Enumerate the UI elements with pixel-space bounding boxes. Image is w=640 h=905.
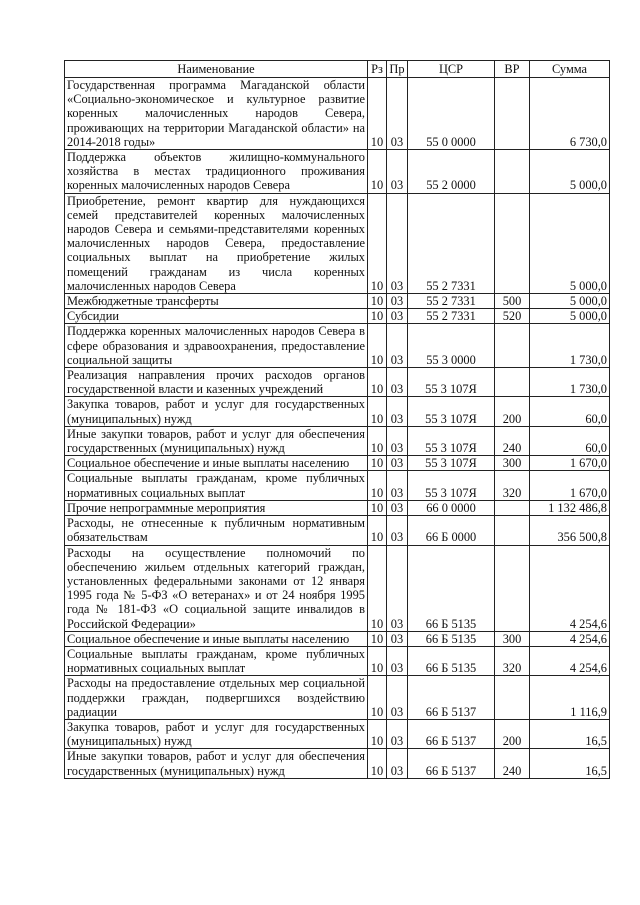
cell-pr: 03 (387, 397, 408, 426)
cell-sum: 1 116,9 (530, 676, 610, 720)
cell-sum: 356 500,8 (530, 516, 610, 545)
cell-name: Расходы на осуществление полномочий по обеспечению жильем отдельных категорий граждан, установленных федеральными законами от 12 января 1995 года № 5-ФЗ «О ветеранах» и от 24 ноября 1995 года № 181-ФЗ «О социальной защите инвалидов в Российской Федерации» (65, 545, 368, 631)
cell-pr: 03 (387, 719, 408, 748)
header-pr: Пр (387, 61, 408, 78)
cell-rz: 10 (368, 456, 387, 471)
header-row (65, 61, 610, 78)
cell-pr: 03 (387, 368, 408, 397)
cell-pr: 03 (387, 456, 408, 471)
cell-sum: 4 254,6 (530, 545, 610, 631)
cell-vr (495, 368, 530, 397)
cell-vr (495, 500, 530, 515)
cell-sum: 4 254,6 (530, 631, 610, 646)
header-rz: Рз (368, 61, 387, 78)
cell-name: Субсидии (65, 309, 368, 324)
cell-vr: 200 (495, 397, 530, 426)
cell-name: Социальные выплаты гражданам, кроме публичных нормативных социальных выплат (65, 471, 368, 500)
cell-vr (495, 545, 530, 631)
table-row (65, 749, 610, 778)
cell-rz: 10 (368, 631, 387, 646)
cell-vr (495, 516, 530, 545)
cell-sum: 1 670,0 (530, 471, 610, 500)
table-row (65, 545, 610, 631)
cell-pr: 03 (387, 150, 408, 194)
cell-rz: 10 (368, 309, 387, 324)
cell-rz: 10 (368, 749, 387, 778)
table-row (65, 516, 610, 545)
cell-rz: 10 (368, 294, 387, 309)
cell-vr (495, 676, 530, 720)
cell-csr: 55 2 0000 (408, 150, 495, 194)
cell-csr: 55 3 107Я (408, 397, 495, 426)
cell-name: Прочие непрограммные мероприятия (65, 500, 368, 515)
cell-rz: 10 (368, 78, 387, 150)
cell-sum: 60,0 (530, 426, 610, 455)
cell-rz: 10 (368, 471, 387, 500)
table-row (65, 719, 610, 748)
table-row (65, 193, 610, 293)
cell-name: Иные закупки товаров, работ и услуг для обеспечения государственных (муниципальных) нужд (65, 426, 368, 455)
cell-name: Иные закупки товаров, работ и услуг для обеспечения государственных (муниципальных) нужд (65, 749, 368, 778)
cell-rz: 10 (368, 500, 387, 515)
cell-pr: 03 (387, 516, 408, 545)
cell-pr: 03 (387, 78, 408, 150)
cell-pr: 03 (387, 500, 408, 515)
table-row (65, 150, 610, 194)
table-row (65, 397, 610, 426)
cell-pr: 03 (387, 426, 408, 455)
table-header (65, 61, 610, 78)
table-row (65, 309, 610, 324)
cell-sum: 60,0 (530, 397, 610, 426)
cell-pr: 03 (387, 193, 408, 293)
cell-rz: 10 (368, 397, 387, 426)
cell-name: Социальное обеспечение и иные выплаты населению (65, 456, 368, 471)
cell-name: Расходы, не отнесенные к публичным нормативным обязательствам (65, 516, 368, 545)
cell-vr (495, 78, 530, 150)
cell-vr: 300 (495, 631, 530, 646)
cell-vr: 520 (495, 309, 530, 324)
cell-sum: 6 730,0 (530, 78, 610, 150)
cell-name: Государственная программа Магаданской области «Социально-экономическое и культурное развитие коренных малочисленных народов Севера, проживающих на территории Магаданской области» на 2014-2018 годы» (65, 78, 368, 150)
cell-name: Расходы на предоставление отдельных мер социальной поддержки граждан, подвергшихся воздействию радиации (65, 676, 368, 720)
cell-sum: 1 670,0 (530, 456, 610, 471)
cell-pr: 03 (387, 324, 408, 368)
cell-vr: 240 (495, 426, 530, 455)
cell-vr: 240 (495, 749, 530, 778)
cell-csr: 66 Б 5137 (408, 749, 495, 778)
cell-pr: 03 (387, 631, 408, 646)
cell-pr: 03 (387, 471, 408, 500)
cell-sum: 5 000,0 (530, 150, 610, 194)
table-row (65, 646, 610, 675)
cell-sum: 1 730,0 (530, 368, 610, 397)
cell-sum: 1 730,0 (530, 324, 610, 368)
cell-pr: 03 (387, 309, 408, 324)
header-name: Наименование (65, 61, 368, 78)
cell-rz: 10 (368, 646, 387, 675)
cell-rz: 10 (368, 676, 387, 720)
document-page (64, 60, 609, 779)
cell-vr (495, 324, 530, 368)
cell-name: Закупка товаров, работ и услуг для государственных (муниципальных) нужд (65, 719, 368, 748)
table-row (65, 471, 610, 500)
cell-pr: 03 (387, 749, 408, 778)
cell-csr: 66 Б 0000 (408, 516, 495, 545)
cell-rz: 10 (368, 368, 387, 397)
cell-csr: 66 Б 5135 (408, 631, 495, 646)
cell-rz: 10 (368, 545, 387, 631)
table-row (65, 500, 610, 515)
cell-csr: 55 3 107Я (408, 456, 495, 471)
table-row (65, 631, 610, 646)
cell-csr: 55 3 107Я (408, 471, 495, 500)
cell-csr: 66 Б 5137 (408, 719, 495, 748)
cell-csr: 55 3 107Я (408, 368, 495, 397)
cell-name: Реализация направления прочих расходов органов государственной власти и казенных учреждений (65, 368, 368, 397)
cell-pr: 03 (387, 646, 408, 675)
cell-sum: 5 000,0 (530, 309, 610, 324)
header-sum: Сумма (530, 61, 610, 78)
cell-rz: 10 (368, 193, 387, 293)
cell-vr (495, 150, 530, 194)
cell-name: Социальное обеспечение и иные выплаты населению (65, 631, 368, 646)
cell-csr: 66 Б 5137 (408, 676, 495, 720)
cell-name: Социальные выплаты гражданам, кроме публичных нормативных социальных выплат (65, 646, 368, 675)
cell-pr: 03 (387, 545, 408, 631)
cell-csr: 55 3 107Я (408, 426, 495, 455)
table-row (65, 78, 610, 150)
table-body (65, 78, 610, 779)
cell-vr: 320 (495, 471, 530, 500)
cell-pr: 03 (387, 294, 408, 309)
cell-vr: 300 (495, 456, 530, 471)
table-row (65, 324, 610, 368)
cell-name: Приобретение, ремонт квартир для нуждающихся семей представителей коренных малочисленных народов Севера и семьями-представителями коренных малочисленных народов Севера, предоставление социальных выплат на приобретение жилых помещений гражданам из числа коренных малочисленных народов Севера (65, 193, 368, 293)
cell-csr: 66 0 0000 (408, 500, 495, 515)
cell-sum: 1 132 486,8 (530, 500, 610, 515)
cell-name: Закупка товаров, работ и услуг для государственных (муниципальных) нужд (65, 397, 368, 426)
budget-table (64, 60, 610, 779)
cell-vr: 200 (495, 719, 530, 748)
cell-name: Поддержка коренных малочисленных народов Севера в сфере образования и здравоохранения, предоставление социальной защиты (65, 324, 368, 368)
cell-vr (495, 193, 530, 293)
cell-csr: 66 Б 5135 (408, 545, 495, 631)
table-row (65, 294, 610, 309)
cell-vr: 500 (495, 294, 530, 309)
header-vr: ВР (495, 61, 530, 78)
cell-sum: 16,5 (530, 719, 610, 748)
cell-csr: 55 2 7331 (408, 193, 495, 293)
cell-name: Межбюджетные трансферты (65, 294, 368, 309)
cell-csr: 55 2 7331 (408, 294, 495, 309)
table-row (65, 368, 610, 397)
cell-rz: 10 (368, 516, 387, 545)
table-row (65, 676, 610, 720)
cell-sum: 16,5 (530, 749, 610, 778)
cell-csr: 55 2 7331 (408, 309, 495, 324)
table-row (65, 456, 610, 471)
cell-rz: 10 (368, 324, 387, 368)
cell-csr: 55 3 0000 (408, 324, 495, 368)
header-csr: ЦСР (408, 61, 495, 78)
cell-csr: 66 Б 5135 (408, 646, 495, 675)
cell-rz: 10 (368, 719, 387, 748)
cell-csr: 55 0 0000 (408, 78, 495, 150)
cell-rz: 10 (368, 426, 387, 455)
cell-pr: 03 (387, 676, 408, 720)
cell-name: Поддержка объектов жилищно-коммунального хозяйства в местах традиционного проживания коренных малочисленных народов Севера (65, 150, 368, 194)
cell-sum: 5 000,0 (530, 193, 610, 293)
cell-sum: 4 254,6 (530, 646, 610, 675)
table-row (65, 426, 610, 455)
cell-vr: 320 (495, 646, 530, 675)
cell-rz: 10 (368, 150, 387, 194)
cell-sum: 5 000,0 (530, 294, 610, 309)
